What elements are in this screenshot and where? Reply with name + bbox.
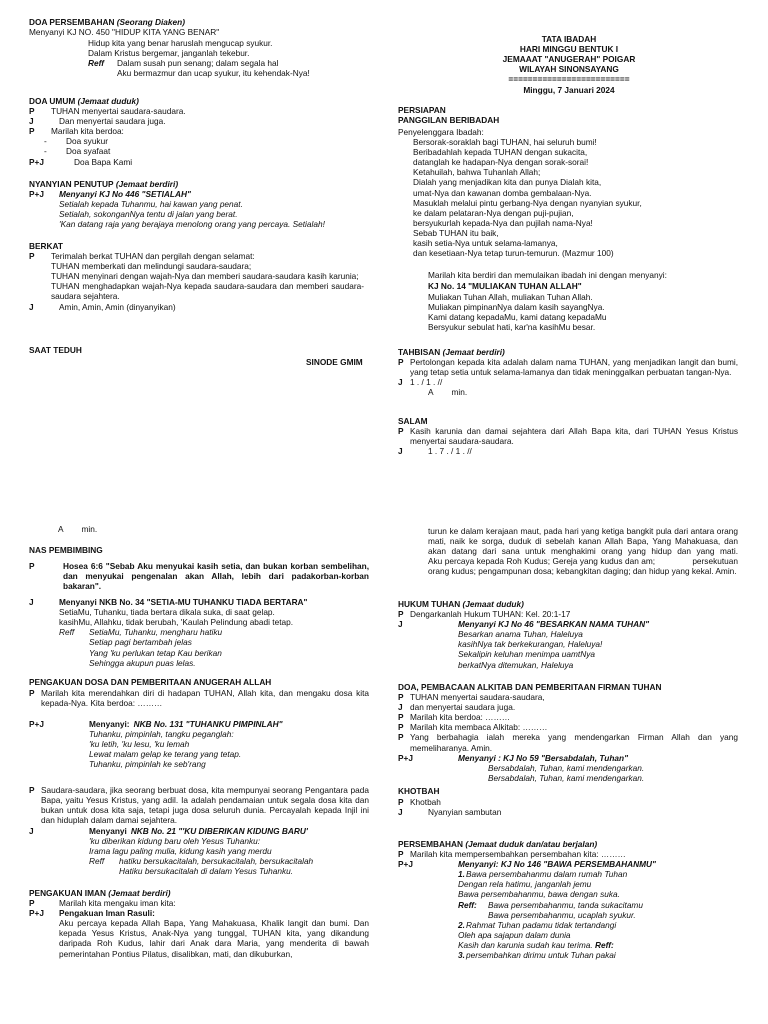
- role-label: P: [398, 426, 404, 436]
- song-line: Besarkan anama Tuhan, Haleluya: [458, 629, 583, 640]
- song-line: Bawa persembahanmu dalam rumah Tuhan: [466, 869, 628, 880]
- song-line: 'ku diberikan kidung baru oleh Yesus Tuhanku:: [89, 836, 261, 847]
- role-label: P: [29, 898, 35, 908]
- section-title: PERSEMBAHAN: [398, 839, 463, 849]
- line: Khotbah: [410, 797, 441, 807]
- section-title: DOA PERSEMBAHAN: [29, 17, 115, 27]
- doa-alkitab-block: [398, 692, 738, 783]
- verse-number: 2.: [458, 919, 465, 930]
- song-line: kasihNya tak berkekurangan, Haleluya!: [458, 639, 603, 650]
- reff-line: Aku bermazmur dan ucap syukur, itu kehendak-Nya!: [117, 68, 310, 79]
- kj14-title: KJ No. 14 "MULIAKAN TUHAN ALLAH": [428, 281, 582, 291]
- role-label: J: [29, 597, 34, 607]
- title-line: TATA IBADAH: [541, 34, 597, 44]
- dosa-heading: PENGAKUAN DOSA DAN PEMBERITAAN ANUGERAH ALLAH: [29, 677, 272, 687]
- music-notes: 1 . 7 . / 1 . //: [428, 446, 472, 457]
- song-title: Menyanyi : KJ No 59 "Bersabdalah, Tuhan": [458, 752, 629, 763]
- tahbisan-block: [398, 357, 738, 397]
- hukum-line: Dengarkanlah Hukum TUHAN: Kel. 20:1-17: [410, 609, 571, 619]
- section-title: NYANYIAN PENUTUP: [29, 179, 114, 189]
- song-line: 'ku letih, 'ku lesu, 'ku lemah: [89, 739, 190, 750]
- hukum-block: [398, 609, 738, 670]
- hukum-heading: [398, 599, 524, 609]
- berkat-line: Terimalah berkat TUHAN dan pergilah dengan selamat:: [51, 251, 255, 261]
- nkb34-block: [29, 597, 369, 668]
- panggilan-heading: PANGGILAN BERIBADAH: [398, 115, 500, 125]
- nas-text: Hosea 6:6 "Sebab Aku menyukai kasih setia, dan bukan korban sembelihan, dan menyukai pengenalan akan Allah, lebih dari padakorban-korban bakaran".: [63, 561, 369, 592]
- line: TUHAN menyertai saudara-saudara,: [410, 692, 545, 702]
- reff-line: SetiaMu, Tuhanku, mengharu hatiku: [89, 627, 223, 638]
- role-label: P: [29, 561, 35, 571]
- song-prefix: Menyanyi: [89, 826, 127, 836]
- song-line: Kasih dan karunia sudah kau terima.: [458, 939, 593, 950]
- anugerah-text: Saudara-saudara, jika seorang berbuat dosa, kita mempunyai seorang Pengantara pada Bapa, yaitu Yesus Kristus, yang adil. Ia adalah pendamaian untuk segala dosa kita dan bukan untuk dosa kita saja, tetapi juga dosa seluruh dunia. Percayalah kepada Injil ini dan hiduplah dalam damai sejahtera.: [41, 785, 369, 826]
- line: TUHAN menyertai saudara-saudara.: [51, 106, 186, 116]
- song-title: Menyanyi: KJ No 146 "BAWA PERSEMBAHANMU": [458, 859, 656, 870]
- song-line: Sekalipin keluhan menimpa uamtNya: [458, 649, 595, 660]
- reff-label: Reff:: [595, 939, 614, 950]
- salam-text: Kasih karunia dan damai sejahtera dari Allah Bapa kita, dari TUHAN Yesus Kristus menyertai saudara-saudara.: [410, 426, 738, 447]
- khotbah-heading: KHOTBAH: [398, 786, 440, 796]
- call-line: Bersorak-soraklah bagi TUHAN, hai seluruh bumi!: [413, 137, 597, 147]
- nas-heading: NAS PEMBIMBING: [29, 545, 103, 555]
- role-label: P: [398, 849, 404, 859]
- song-line: SetiaMu, Tuhanku, tiada bertara dikala suka, di saat gelap.: [59, 607, 275, 618]
- call-line: Sebab TUHAN itu baik,: [413, 227, 499, 238]
- verse-number: 3.: [458, 950, 465, 961]
- top-left-pane: [29, 17, 369, 367]
- kj14-lines: [428, 292, 607, 332]
- panggilan-lines: [413, 137, 642, 258]
- penutup-heading: [29, 179, 178, 189]
- song-line: Dalam Kristus bergemar, janganlah tekebur.: [88, 48, 250, 59]
- line: Doa syafaat: [66, 146, 111, 157]
- tahbisan-text: Pertolongan kepada kita adalah dalam nama TUHAN, yang menjadikan langit dan bumi, yang tetap setia untuk selama-lamanya dan tidak meninggalkan perbuatan tangan-Nya.: [410, 357, 738, 378]
- amin-line: A min.: [428, 387, 468, 398]
- role-label: P: [398, 609, 404, 619]
- section-title: DOA UMUM: [29, 96, 76, 106]
- section-subtitle: (Seorang Diaken): [116, 17, 185, 27]
- nkb131-block: [29, 719, 369, 770]
- berkat-line: TUHAN menyinari dengan wajah-Nya dan memberi saudara-saudara kasih karunia;: [51, 271, 359, 282]
- role-label: J: [398, 619, 403, 630]
- call-line: Dialah yang menjadikan kita dan punya Dialah kita,: [413, 177, 602, 188]
- reff-label: Reff:: [458, 899, 477, 910]
- doa-umum-heading: [29, 96, 139, 106]
- verse-number: 1.: [458, 869, 465, 880]
- khotbah-block: [398, 797, 501, 817]
- song-line: Bersabdalah, Tuhan, kami mendengarkan.: [488, 772, 645, 783]
- section-subtitle: (Jemaat berdiri): [442, 347, 505, 357]
- role-label: P: [398, 357, 404, 367]
- song-title: Menyanyi NKB No. 34 "SETIA-MU TUHANKU TIADA BERTARA": [59, 597, 308, 607]
- reff-label: Reff: [89, 856, 105, 867]
- title-line: HARI MINGGU BENTUK I: [519, 44, 619, 55]
- call-line: datanglah ke hadapan-Nya dengan sorak-sorai!: [413, 157, 589, 168]
- iman-text: Aku percaya kepada Allah Bapa, Yang Mahakuasa, Khalik langit dan bumi. Dan kepada Yesus Kristus, Anak-Nya yang tunggal, TUHAN kita, yang dikandung daripada Roh Kudus, lahir dari Anak dara Maria, yang menderita di bawah pemerintahan Pontius Pilatus, disalibkan, mati, dan dikuburkan,: [59, 918, 369, 959]
- reff-label: Reff: [59, 627, 75, 638]
- role-label: P: [398, 797, 404, 807]
- song-title: Menyanyi KJ No 446 "SETIALAH": [59, 189, 191, 199]
- section-subtitle: (Jemaat berdiri): [115, 179, 179, 189]
- call-line: Beribadahlah kepada TUHAN dengan sukacita,: [413, 147, 588, 158]
- role-label: J: [29, 116, 34, 127]
- role-label: P+J: [29, 189, 44, 199]
- persembahan-block: [398, 849, 738, 960]
- berkat-line: TUHAN memberkati dan melindungi saudara-saudara;: [51, 261, 252, 272]
- role-label: P: [29, 126, 35, 137]
- top-right-pane: [398, 34, 740, 464]
- saat-teduh: SAAT TEDUH: [29, 345, 82, 355]
- call-line: dan kesetiaan-Nya tetap turun-temurun. (Mazmur 100): [413, 248, 614, 259]
- role-label: J: [29, 826, 34, 836]
- role-label: J: [29, 301, 34, 312]
- role-label: P+J: [398, 752, 413, 763]
- song-line: 'Kan datang raja yang berajaya menolong orang yang percaya. Setialah!: [59, 219, 325, 230]
- nkb21-block: [29, 826, 369, 877]
- title-line: JEMAAAT "ANUGERAH" POIGAR: [502, 54, 636, 65]
- berdiri-line: Marilah kita berdiri dan memulaikan ibadah ini dengan menyanyi:: [428, 270, 667, 280]
- song-line: Rahmat Tuhan padamu tidak tertandangi: [466, 919, 617, 930]
- line: Doa Bapa Kami: [74, 156, 133, 167]
- role-label: P+J: [29, 719, 44, 729]
- role-label: P: [398, 722, 404, 733]
- doa-alkitab-heading: DOA, PEMBACAAN ALKITAB DAN PEMBERITAAN FIRMAN TUHAN: [398, 682, 662, 692]
- service-date: Minggu, 7 Januari 2024: [523, 84, 615, 95]
- dosa-block: [29, 688, 369, 708]
- call-line: Masuklah melalui pintu gerbang-Nya dengan nyanyian syukur,: [413, 197, 642, 208]
- bullet: -: [44, 146, 47, 157]
- title-block: [398, 34, 740, 95]
- song-line: Oleh apa sajapun dalam dunia: [458, 929, 571, 940]
- song-line: Bersyukur sebulat hati, kar'na kasihMu besar.: [428, 322, 596, 333]
- role-label: J: [398, 446, 403, 457]
- salam-heading: SALAM: [398, 416, 428, 426]
- song-line: Muliakan pimpinanNya dalam kasih sayangNya.: [428, 302, 605, 313]
- line: dan menyertai saudara juga.: [410, 702, 516, 713]
- song-line: Tuhanku, pimpinlah ke seb'rang: [89, 759, 206, 770]
- dosa-text: Marilah kita merendahkan diri di hadapan TUHAN, Allah kita, dan mengaku dosa kita kepada-Nya. Kita berdoa: ………: [41, 688, 369, 709]
- section-subtitle: (Jemaat duduk dan/atau berjalan): [465, 839, 598, 849]
- song-prefix: Menyanyi:: [89, 719, 130, 729]
- amin-line: A min.: [58, 524, 98, 534]
- song-line: berkatNya ditemukan, Haleluya: [458, 659, 574, 670]
- doa-persembahan-heading: [29, 17, 185, 27]
- call-line: bersyukurlah kepada-Nya dan pujilah nama-Nya!: [413, 217, 593, 228]
- anugerah-block: [29, 785, 369, 825]
- section-subtitle: (Jemaat duduk): [77, 96, 139, 106]
- amin-line: Amin, Amin, Amin (dinyanyikan): [59, 301, 176, 312]
- song-line: Muliakan Tuhan Allah, muliakan Tuhan Allah.: [428, 292, 593, 302]
- line: Dan menyertai saudara juga.: [59, 116, 166, 127]
- role-label: P+J: [398, 859, 413, 870]
- berkat-block: [29, 251, 364, 312]
- role-label: J: [398, 377, 403, 388]
- title-rule: =========================: [508, 74, 630, 85]
- reff-line: Hatiku bersukacitalah di dalam Yesus Tuhanku.: [119, 866, 294, 877]
- iman-rasuli: Pengakuan Iman Rasuli:: [59, 908, 155, 919]
- nas-block: [29, 561, 369, 591]
- section-subtitle: (Jemaat berdiri): [108, 888, 171, 898]
- song-line: Setialah kepada Tuhanmu, hai kawan yang penat.: [59, 199, 243, 209]
- reff-line: Sehingga akupun puas lelas.: [89, 657, 196, 668]
- song-line: Tuhanku, pimpinlah, tangku peganglah:: [89, 729, 234, 740]
- reff-line: Dalam susah pun senang; dalam segala hal: [117, 58, 279, 68]
- role-label: P: [398, 692, 404, 702]
- penyelenggara-label: Penyelenggara Ibadah:: [398, 127, 484, 137]
- iman-block: [29, 898, 369, 959]
- salam-block: [398, 426, 738, 456]
- song-title: Menyanyi KJ No 46 "BESARKAN NAMA TUHAN": [458, 619, 650, 630]
- sinode-label: SINODE GMIM: [306, 357, 363, 367]
- role-label: P: [29, 251, 35, 261]
- section-title: TAHBISAN: [398, 347, 441, 357]
- persembahan-heading: [398, 839, 597, 849]
- song-line: Irama lagu paling mulia, kidung kasih yang merdu: [89, 846, 272, 857]
- line: Marilah kita berdoa:: [51, 126, 124, 137]
- song-line: Bersabdalah, Tuhan, kami mendengarkan.: [488, 762, 645, 773]
- line: Doa syukur: [66, 136, 108, 147]
- iman-continued: turun ke dalam kerajaan maut, pada hari yang ketiga bangkit pula dari antara orang mati, naik ke sorga, duduk di sebelah kanan Allah Bapa, Yang Mahakuasa, dan akan datang dari sana untuk menghakimi orang yang hidup dan yang mati. Aku percaya kepada Roh Kudus; Gereja yang kudus dan am; persekutuan orang kudus; pengampunan dosa; kebangkitan daging; dan hidup yang kekal. Amin.: [428, 526, 766, 577]
- song-line: Kami datang kepadaMu, kami datang kepadaMu: [428, 312, 607, 323]
- reff-line: Yang 'ku perlukan tetap Kau berikan: [89, 647, 222, 658]
- song-line: Lewat malam gelap ke terang yang tetap.: [89, 749, 242, 760]
- song-title: NKB No. 21 "'KU DIBERIKAN KIDUNG BARU': [130, 826, 308, 836]
- line: Marilah kita mempersembahkan persembahan kita: ………: [410, 849, 626, 859]
- berkat-heading: BERKAT: [29, 241, 63, 251]
- line: Nyanyian sambutan: [428, 807, 502, 818]
- role-label: J: [398, 702, 403, 713]
- iman-line: Marilah kita mengaku iman kita:: [59, 898, 176, 908]
- role-label: P: [398, 712, 404, 723]
- role-label: J: [398, 807, 403, 818]
- call-line: ke dalam pelataran-Nya dengan puji-pujian,: [413, 207, 574, 218]
- role-label: P+J: [29, 156, 44, 167]
- song-line: Setialah, sokonganNya tentu di jalan yang berat.: [59, 209, 238, 220]
- reff-text: Reff: [88, 58, 104, 68]
- music-notes: 1 . / 1 . //: [410, 377, 443, 388]
- song-line: kasihMu, Allahku, tidak berubah, 'Kaulah Pelindung abadi tetap.: [59, 617, 294, 628]
- song-verse: [88, 38, 273, 58]
- bottom-left-pane: [29, 524, 369, 1014]
- bullet: -: [44, 136, 47, 147]
- call-line: umat-Nya dan kawanan domba gembalaan-Nya.: [413, 187, 592, 198]
- section-title: PENGAKUAN IMAN: [29, 888, 106, 898]
- reff-line: hatiku bersukacitalah, bersukacitalah, bersukacitalah: [119, 856, 314, 867]
- bahagia-text: Yang berbahagia ialah mereka yang mendengarkan Firman Allah dan yang memeliharanya. Amin.: [410, 732, 738, 753]
- tahbisan-heading: [398, 347, 505, 357]
- role-label: P: [398, 732, 404, 743]
- section-title: HUKUM TUHAN: [398, 599, 461, 609]
- penutup-song: [29, 189, 191, 199]
- line: Marilah kita berdoa: ………: [410, 712, 511, 723]
- title-line: WILAYAH SINONSAYANG: [519, 64, 619, 75]
- song-line: Bawa persembahanmu, bawa dengan suka.: [458, 889, 620, 900]
- call-line: kasih setia-Nya untuk selama-lamanya,: [413, 238, 558, 249]
- reff-line: Bawa persembahanmu, tanda sukacitamu: [488, 899, 643, 910]
- call-line: Ketahuilah, bahwa Tuhanlah Allah;: [413, 167, 541, 178]
- role-label: P+J: [29, 908, 44, 919]
- reff-line: Setiap pagi bertambah jelas: [89, 637, 192, 648]
- song-line-kj450: Menyanyi KJ NO. 450 "HIDUP KITA YANG BENAR": [29, 27, 220, 37]
- doa-umum-list: [29, 106, 349, 167]
- berkat-line: TUHAN menghadapkan wajah-Nya kepada saudara-saudara dan memberi saudara-saudara sejahtera.: [51, 281, 364, 302]
- role-label: P: [29, 106, 35, 116]
- bottom-right-pane: [398, 526, 766, 1016]
- role-label: P: [29, 688, 35, 698]
- song-title: NKB No. 131 "TUHANKU PIMPINLAH": [133, 719, 283, 729]
- section-subtitle: (Jemaat duduk): [462, 599, 524, 609]
- song-line: Dengan rela hatimu, janganlah jemu: [458, 879, 592, 890]
- iman-heading: [29, 888, 171, 898]
- role-label: P: [29, 785, 35, 795]
- persiapan-heading: PERSIAPAN: [398, 105, 446, 115]
- reff-lines: [117, 58, 310, 78]
- penutup-lines: [59, 199, 325, 229]
- song-line-with-reff: [398, 940, 738, 950]
- line: Marilah kita membaca Alkitab: ………: [410, 722, 548, 733]
- song-line: persembahkan dirimu untuk Tuhan pakai: [466, 950, 616, 961]
- reff-line: Bawa persembahanmu, ucaplah syukur.: [488, 909, 636, 920]
- reff-label: [88, 58, 104, 68]
- song-line: Hidup kita yang benar haruslah mengucap syukur.: [88, 38, 273, 48]
